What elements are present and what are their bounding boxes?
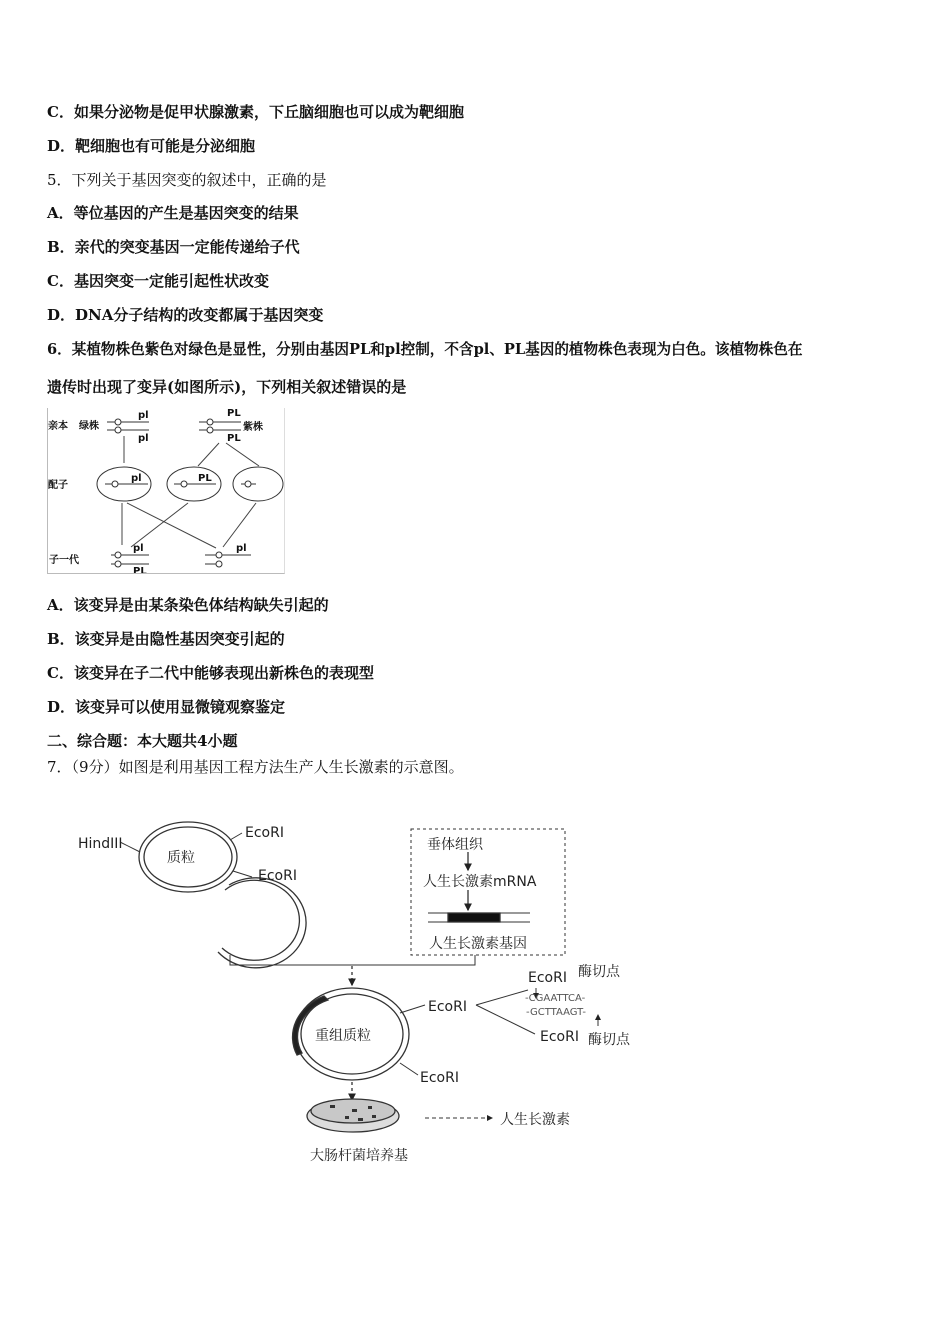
ecori-label: EcoRI — [540, 1029, 579, 1045]
q5-option-b: B．亲代的突变基因一定能传递给子代 — [47, 238, 300, 256]
q6-chromosome-figure — [47, 408, 285, 574]
cut-site-label: 酶切点 — [578, 964, 620, 980]
q4-option-d: D．靶细胞也有可能是分泌细胞 — [47, 137, 256, 155]
hindiii-label: HindIII — [78, 836, 123, 852]
pituitary-label: 垂体组织 — [427, 837, 483, 853]
cut-site-label: 酶切点 — [588, 1032, 630, 1048]
gene-pl: pl — [138, 410, 149, 421]
q5-stem: 5．下列关于基因突变的叙述中，正确的是 — [47, 171, 327, 189]
gene-PL: PL — [227, 433, 241, 444]
q7-stem: 7．（9分）如图是利用基因工程方法生产人生长激素的示意图。 — [47, 758, 464, 776]
ecori-label: EcoRI — [420, 1070, 459, 1086]
gene-pl: pl — [133, 543, 144, 554]
mrna-label: 人生长激素mRNA — [423, 874, 537, 890]
plasmid-label: 质粒 — [167, 850, 195, 866]
gene-pl: pl — [131, 473, 142, 484]
gene-pl: pl — [236, 543, 247, 554]
ecori-label: EcoRI — [428, 999, 467, 1015]
hormone-label: 人生长激素 — [500, 1112, 570, 1128]
label-green: 绿株 — [79, 421, 99, 432]
ecori-label: EcoRI — [258, 868, 297, 884]
q5-option-c: C．基因突变一定能引起性状改变 — [47, 272, 269, 290]
gene-PL: PL — [198, 473, 212, 484]
gene-PL: PL — [227, 408, 241, 419]
q6-stem-line1: 6．某植物株色紫色对绿色是显性，分别由基因PL和pl控制，不含pl、PL基因的植物株色表现为白色。该植物株色在 — [47, 341, 803, 358]
q5-option-a: A．等位基因的产生是基因突变的结果 — [47, 204, 299, 222]
gene-pl: pl — [138, 433, 149, 444]
q6-figure-svg — [48, 408, 284, 573]
label-purple: 紫株 — [243, 422, 263, 433]
q6-option-a: A．该变异是由某条染色体结构缺失引起的 — [47, 596, 329, 614]
ecori-label: EcoRI — [528, 970, 567, 986]
gene-PL: PL — [133, 566, 147, 573]
label-f1: 子一代 — [49, 555, 79, 566]
medium-label: 大肠杆菌培养基 — [310, 1148, 408, 1164]
q6-stem-line2: 遗传时出现了变异(如图所示)，下列相关叙述错误的是 — [47, 378, 407, 396]
sequence-top: -CGAATTCA- — [525, 993, 586, 1004]
q5-option-d: D．DNA分子结构的改变都属于基因突变 — [47, 306, 324, 324]
label-gamete: 配子 — [48, 480, 68, 491]
q6-option-d: D．该变异可以使用显微镜观察鉴定 — [47, 698, 286, 716]
q6-option-b: B．该变异是由隐性基因突变引起的 — [47, 630, 285, 648]
label-parent: 亲本 — [48, 421, 68, 432]
sequence-bottom: -GCTTAAGT- — [526, 1007, 586, 1018]
ecori-label: EcoRI — [245, 825, 284, 841]
recombinant-plasmid-label: 重组质粒 — [315, 1028, 371, 1044]
q7-genetic-engineering-figure — [0, 800, 950, 1180]
gene-label: 人生长激素基因 — [429, 936, 527, 952]
q6-option-c: C．该变异在子二代中能够表现出新株色的表现型 — [47, 664, 374, 682]
section-heading: 二、综合题：本大题共4小题 — [47, 732, 238, 750]
q4-option-c: C．如果分泌物是促甲状腺激素，下丘脑细胞也可以成为靶细胞 — [47, 103, 464, 121]
